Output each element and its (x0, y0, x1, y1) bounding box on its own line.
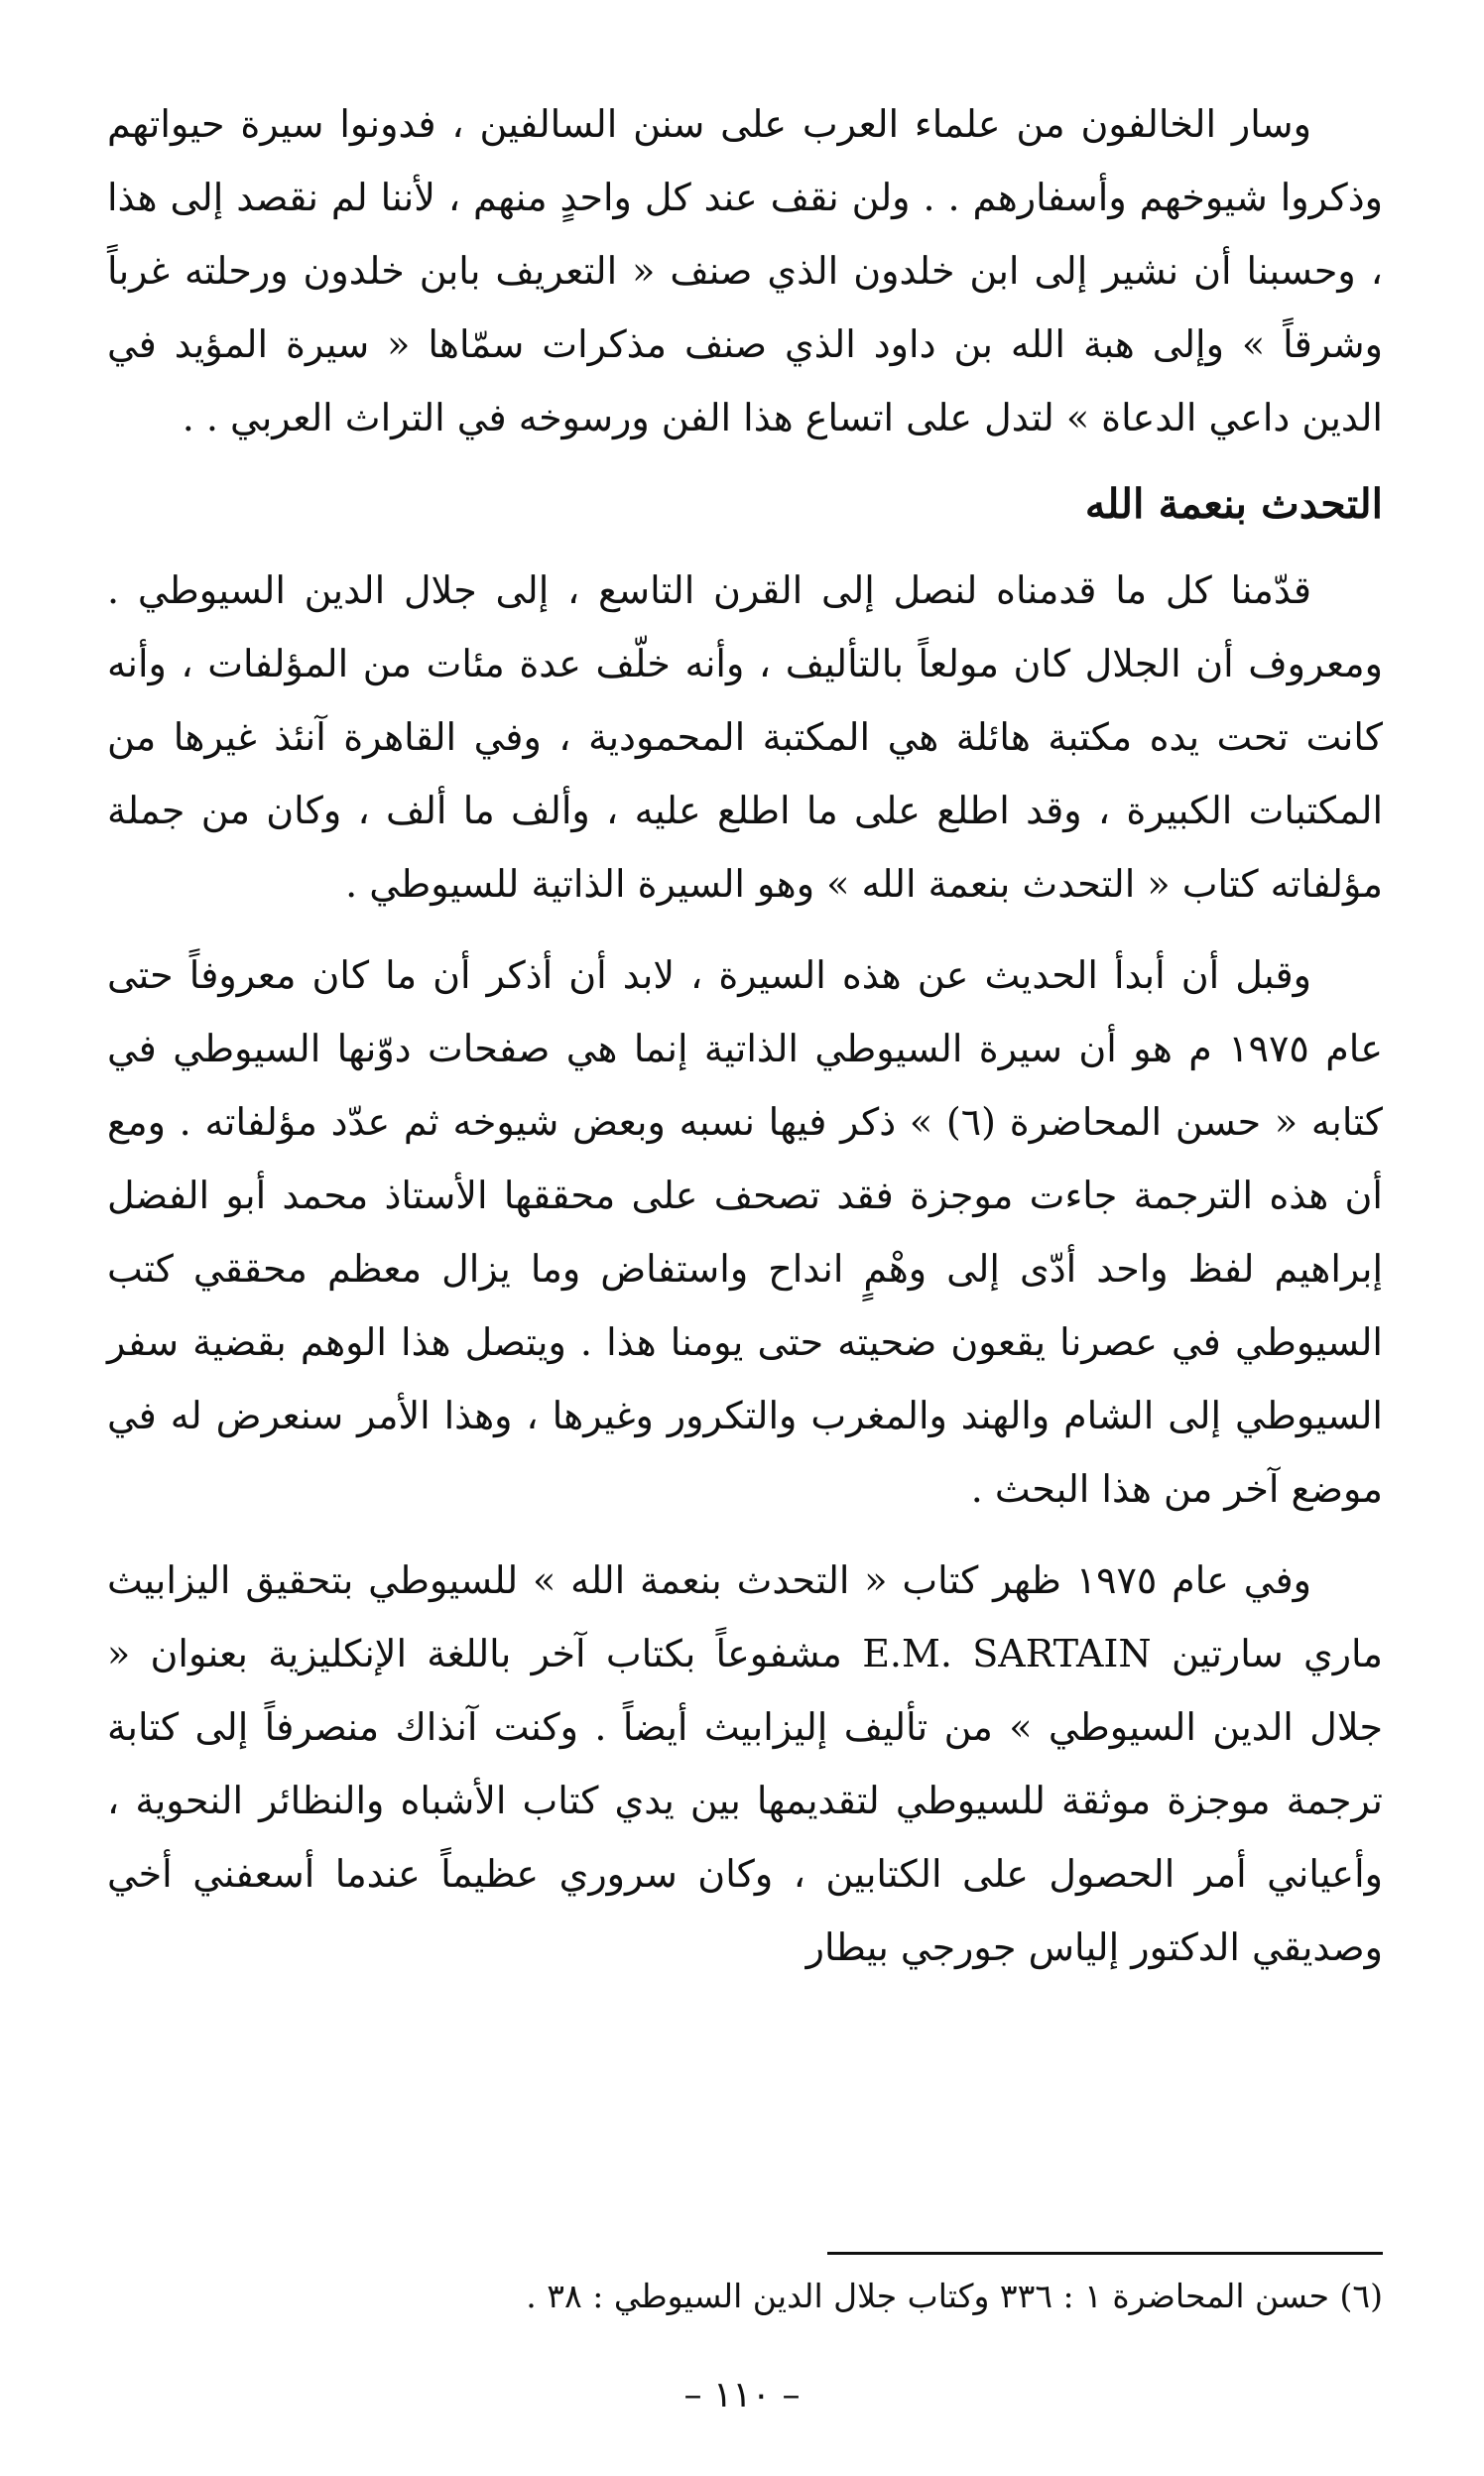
paragraph-intro: وسار الخالفون من علماء العرب على سنن السالفين ، فدونوا سيرة حيواتهم وذكروا شيوخهم وأسفارهم . . ولن نقف عند كل واحدٍ منهم ، لأننا لم نقصد إلى هذا ، وحسبنا أن نشير إلى ابن خلدون الذي صنف « التعريف بابن خلدون ورحلته غرباً وشرقاً » وإلى هبة الله بن داود الذي صنف مذكرات سمّاها « سيرة المؤيد في الدين داعي الدعاة » لتدل على اتساع هذا الفن ورسوخه في التراث العربي . . (107, 102, 1383, 439)
paragraph-biography: وقبل أن أبدأ الحديث عن هذه السيرة ، لابد أن أذكر أن ما كان معروفاً حتى عام ١٩٧٥ م هو أن سيرة السيوطي الذاتية إنما هي صفحات دوّنها السيوطي في كتابه « حسن المحاضرة (٦) » ذكر فيها نسبه وبعض شيوخه ثم عدّد مؤلفاته . ومع أن هذه الترجمة جاءت موجزة فقد تصحف على محققها الأستاذ محمد أبو الفضل إبراهيم لفظ واحد أدّى إلى وهْمٍ انداح واستفاض وما يزال معظم محققي كتب السيوطي في عصرنا يقعون ضحيته حتى يومنا هذا . ويتصل هذا الوهم بقضية سفر السيوطي إلى الشام والهند والمغرب والتكرور وغيرها ، وهذا الأمر سنعرض له في موضع آخر من هذا البحث . (107, 953, 1383, 1511)
paragraph-1975: وفي عام ١٩٧٥ ظهر كتاب « التحدث بنعمة الله » للسيوطي بتحقيق اليزابيث ماري سارتين E.M. SARTAIN مشفوعاً بكتاب آخر باللغة الإنكليزية بعنوان « جلال الدين السيوطي » من تأليف إليزابيث أيضاً . وكنت آنذاك منصرفاً إلى كتابة ترجمة موجزة موثقة للسيوطي لتقديمها بين يدي كتاب الأشباه والنظائر النحوية ، وأعياني أمر الحصول على الكتابين ، وكان سروري عظيماً عندما أسعفني أخي وصديقي الدكتور إلياس جورجي بيطار (107, 1558, 1383, 1969)
page-number: – ١١٠ – (683, 2375, 801, 2415)
paragraph-suyuti: قدّمنا كل ما قدمناه لنصل إلى القرن التاسع ، إلى جلال الدين السيوطي . ومعروف أن الجلال كان مولعاً بالتأليف ، وأنه خلّف عدة مئات من المؤلفات ، وأنه كانت تحت يده مكتبة هائلة هي المكتبة المحمودية ، وفي القاهرة آنئذ غيرها من المكتبات الكبيرة ، وقد اطلع على ما اطلع عليه ، وألف ما ألف ، وكان من جملة مؤلفاته كتاب « التحدث بنعمة الله » وهو السيرة الذاتية للسيوطي . (107, 568, 1383, 906)
section-heading: التحدث بنعمة الله (1084, 480, 1383, 528)
footnote: (٦) حسن المحاضرة ١ : ٣٣٦ وكتاب جلال الدين السيوطي : ٣٨ . (526, 2277, 1383, 2315)
footnote-divider (827, 2252, 1383, 2255)
body-text (107, 87, 1383, 1984)
